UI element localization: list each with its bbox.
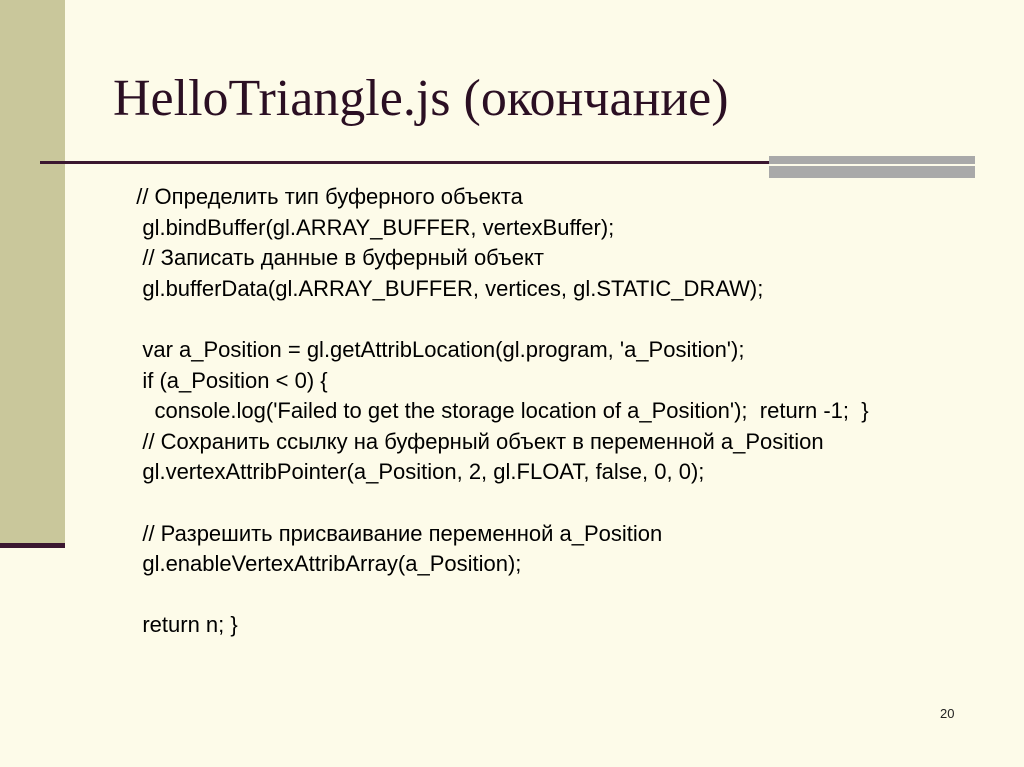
code-line-blank bbox=[124, 488, 1004, 519]
code-line: gl.enableVertexAttribArray(a_Position); bbox=[124, 551, 522, 577]
page-number: 20 bbox=[940, 706, 955, 721]
code-listing bbox=[124, 182, 1004, 641]
title-underline-accent-gap bbox=[769, 164, 975, 166]
code-line: gl.bindBuffer(gl.ARRAY_BUFFER, vertexBuffer); bbox=[124, 214, 615, 240]
code-line: // Разрешить присваивание переменной a_Position bbox=[124, 520, 663, 546]
side-decoration-base-line bbox=[0, 543, 65, 548]
slide-title: HelloTriangle.js (окончание) bbox=[113, 70, 729, 127]
code-line: return n; } bbox=[124, 612, 238, 638]
code-line: gl.bufferData(gl.ARRAY_BUFFER, vertices, gl.STATIC_DRAW); bbox=[124, 275, 764, 301]
code-line: if (a_Position < 0) { bbox=[124, 367, 328, 393]
code-line: console.log('Failed to get the storage location of a_Position'); return -1; } bbox=[124, 398, 869, 424]
code-line-blank bbox=[124, 304, 1004, 335]
title-underline-accent bbox=[769, 156, 975, 178]
side-decoration-bar bbox=[0, 0, 65, 543]
code-line: gl.vertexAttribPointer(a_Position, 2, gl.FLOAT, false, 0, 0); bbox=[124, 459, 705, 485]
code-line: // Записать данные в буферный объект bbox=[124, 245, 544, 271]
code-line: // Сохранить ссылку на буферный объект в переменной a_Position bbox=[124, 428, 824, 454]
code-line-blank bbox=[124, 580, 1004, 611]
code-line: // Определить тип буферного объекта bbox=[124, 184, 523, 209]
code-line: var a_Position = gl.getAttribLocation(gl.program, 'a_Position'); bbox=[124, 336, 745, 362]
